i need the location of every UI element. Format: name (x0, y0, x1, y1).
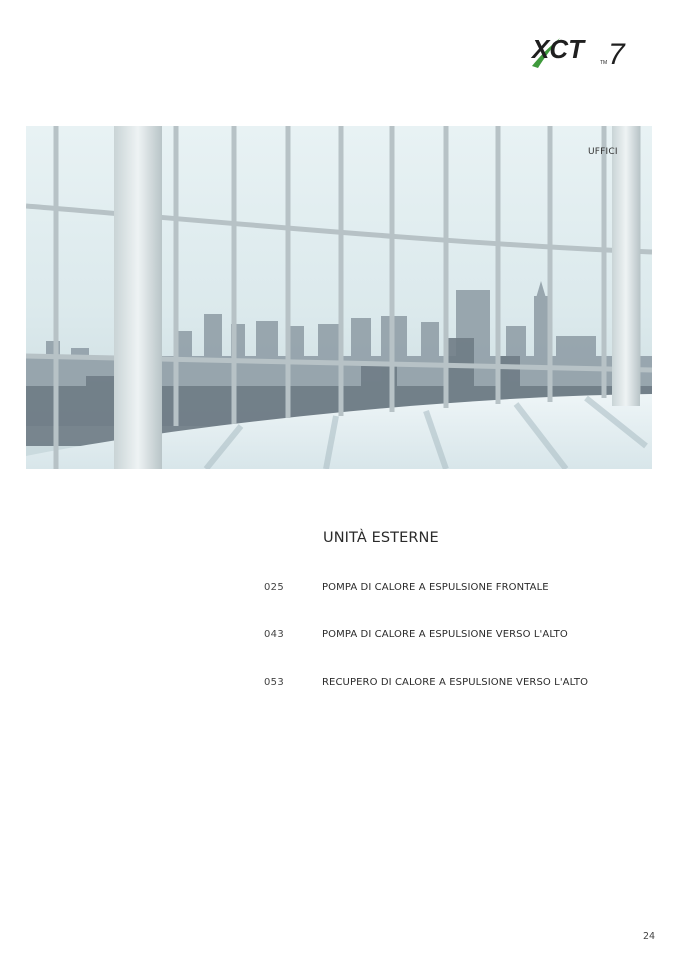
toc-page-number: 025 (264, 582, 284, 593)
office-city-view-image (26, 126, 652, 469)
brand-logo (526, 26, 638, 74)
section-title: UNITÀ ESTERNE (323, 530, 439, 546)
hero-photo-illustration (26, 126, 652, 469)
hero-category-label: UFFICI (588, 147, 618, 157)
toc-entry-title: RECUPERO DI CALORE A ESPULSIONE VERSO L'ALTO (322, 677, 589, 688)
xct7-logo-graphic (526, 26, 638, 74)
page-number: 24 (643, 931, 656, 942)
logo-trademark: TM (600, 60, 608, 66)
logo-number: 7 (608, 38, 625, 71)
toc-page-number: 053 (264, 677, 284, 688)
toc-entry-title: POMPA DI CALORE A ESPULSIONE VERSO L'ALTO (322, 629, 568, 640)
logo-text: XCT (532, 34, 584, 64)
toc-entry-title: POMPA DI CALORE A ESPULSIONE FRONTALE (322, 582, 549, 593)
toc-page-number: 043 (264, 629, 284, 640)
